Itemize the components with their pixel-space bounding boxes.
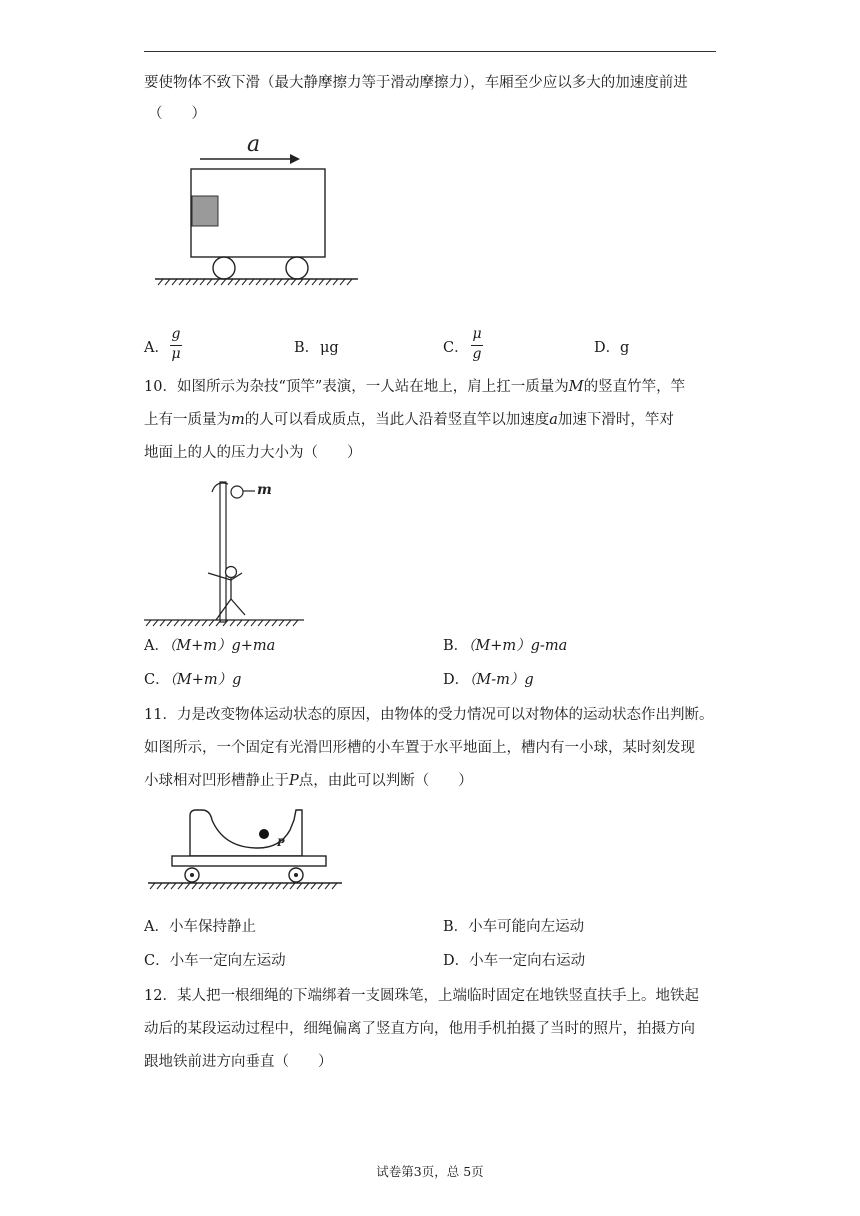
q9-option-d-letter: D．: [594, 340, 621, 356]
q9-option-d-text: g: [620, 340, 630, 356]
q11-option-d: D．小车一定向右运动: [443, 953, 586, 969]
q9-option-c-letter: C．: [443, 340, 469, 356]
page-footer: 试卷第3页，总 5页: [376, 1164, 484, 1179]
q9-answer-paren: （ ）: [148, 106, 206, 122]
q10-pole-figure: [142, 474, 307, 629]
q10-stem-line2: 上有一质量为m的人可以看成质点，当此人沿着竖直竿以加速度a加速下滑时，竿对: [144, 412, 674, 428]
block: [192, 196, 218, 226]
q10-mass-label: m: [257, 482, 272, 498]
q11-option-a: A．小车保持静止: [144, 919, 256, 935]
q9-option-b-letter: B．: [294, 340, 320, 356]
q10-option-a: A．（M+m）g+ma: [144, 638, 276, 654]
q9-option-c-denominator: g: [472, 346, 482, 362]
q10-option-c: C．（M+m）g: [144, 672, 242, 688]
q9-option-a-letter: A．: [144, 340, 169, 356]
q11-stem-line1: 11．力是改变物体运动状态的原因，由物体的受力情况可以对物体的运动状态作出判断。: [144, 707, 714, 723]
header-rule: [144, 51, 716, 52]
q10-stem-line1: 10．如图所示为杂技“顶竿”表演，一人站在地上，肩上扛一质量为M的竖直竹竿，竿: [144, 379, 686, 395]
q9-option-a-numerator: g: [171, 326, 181, 342]
q11-cart-figure: [146, 808, 346, 893]
q12-stem-line3: 跟地铁前进方向垂直（ ）: [144, 1054, 333, 1070]
q9-option-b-text: μg: [320, 340, 339, 356]
q9-stem-line1: 要使物体不致下滑（最大静摩擦力等于滑动摩擦力），车厢至少应以多大的加速度前进: [144, 75, 688, 91]
q10-stem-line3: 地面上的人的压力大小为（ ）: [144, 445, 362, 461]
q9-option-a-denominator: μ: [171, 346, 181, 362]
q11-stem-line3: 小球相对凹形槽静止于P点，由此可以判断（ ）: [144, 773, 473, 789]
ball: [259, 829, 269, 839]
q11-point-label: P: [277, 838, 285, 849]
q11-option-c: C．小车一定向左运动: [144, 953, 286, 969]
q11-option-b: B．小车可能向左运动: [443, 919, 585, 935]
q12-stem-line2: 动后的某段运动过程中，细绳偏离了竖直方向，他用手机拍摄了当时的照片，拍摄方向: [144, 1021, 695, 1037]
q9-accel-label: a: [247, 132, 261, 157]
q9-cart-figure: [150, 130, 365, 290]
q10-option-d: D．（M-m）g: [443, 672, 534, 688]
q10-option-b: B．（M+m）g-ma: [443, 638, 568, 654]
q12-stem-line1: 12．某人把一根细绳的下端绑着一支圆珠笔，上端临时固定在地铁竖直扶手上。地铁起: [144, 988, 699, 1004]
q11-stem-line2: 如图所示，一个固定有光滑凹形槽的小车置于水平地面上，槽内有一小球，某时刻发现: [144, 740, 695, 756]
q9-option-c-numerator: μ: [472, 326, 482, 342]
